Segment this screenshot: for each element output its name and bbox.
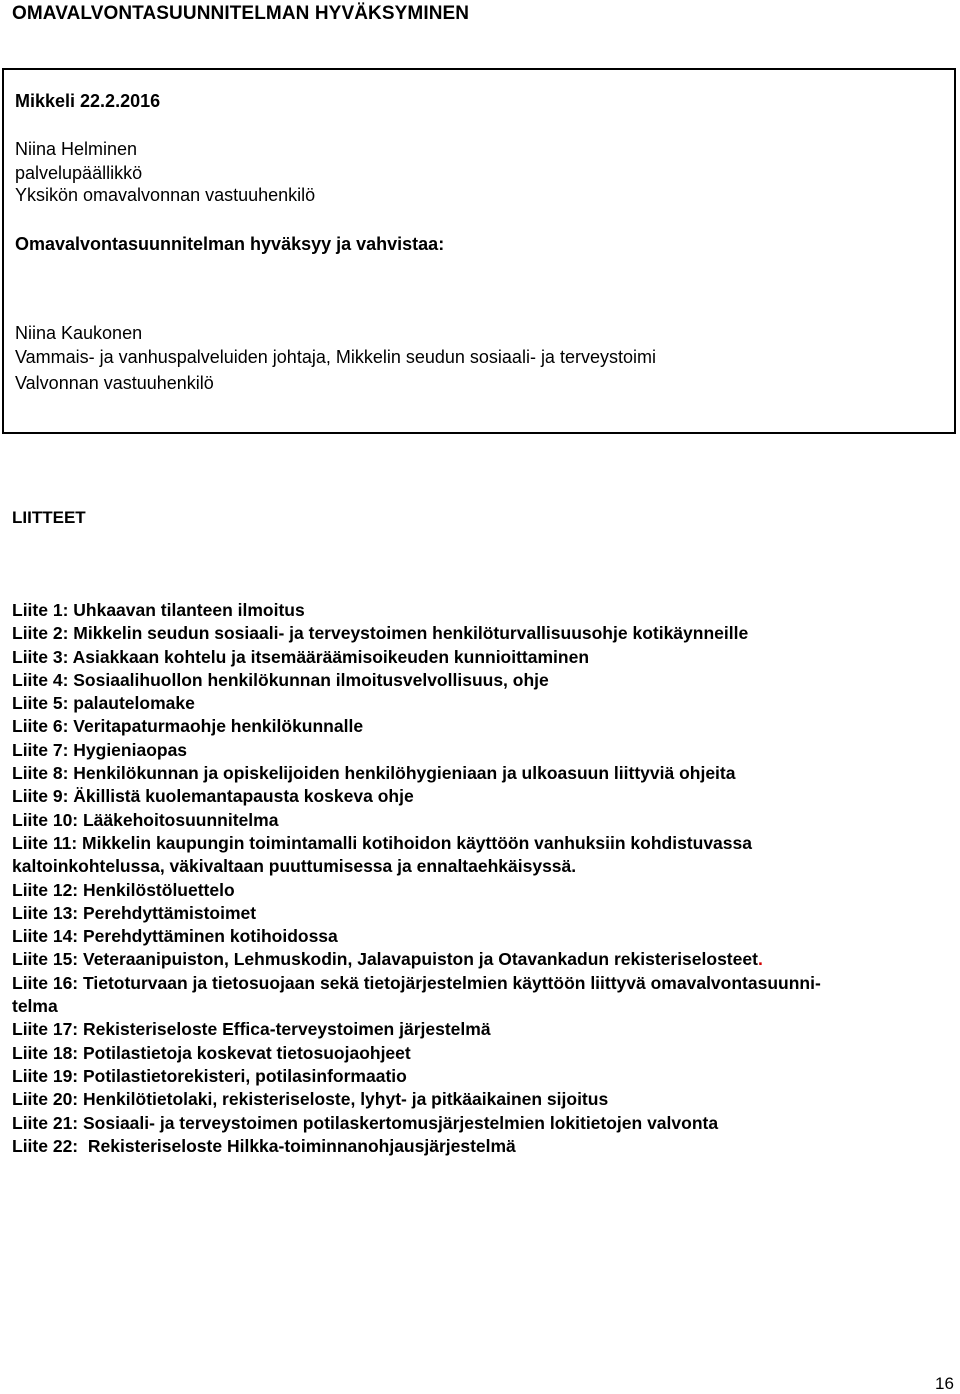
page-number: 16 xyxy=(935,1374,954,1393)
attachment-item: Liite 19: Potilastietorekisteri, potilasinformaatio xyxy=(12,1065,407,1086)
responsible-title: palvelupäällikkö xyxy=(15,163,143,183)
approver-title: Vammais- ja vanhuspalveluiden johtaja, Mikkelin seudun sosiaali- ja terveystoimi xyxy=(15,347,656,367)
attachment-item: Liite 10: Lääkehoitosuunnitelma xyxy=(12,809,279,830)
attachment-item-15-text: Liite 15: Veteraanipuiston, Lehmuskodin, Jalavapuiston ja Otavankadun rekisteriselosteet xyxy=(12,949,758,970)
attachment-item: Liite 18: Potilastietoja koskevat tietosuojaohjeet xyxy=(12,1042,411,1063)
attachment-item: Liite 7: Hygieniaopas xyxy=(12,739,188,760)
attachment-item: Liite 13: Perehdyttämistoimet xyxy=(12,902,257,923)
attachment-item: Liite 12: Henkilöstöluettelo xyxy=(12,879,235,900)
attachment-item-15 xyxy=(12,948,952,971)
approval-statement: Omavalvontasuunnitelman hyväksyy ja vahvistaa: xyxy=(15,234,445,254)
attachment-item: Liite 5: palautelomake xyxy=(12,693,195,714)
attachment-item: Liite 8: Henkilökunnan ja opiskelijoiden henkilöhygieniaan ja ulkoasuun liittyviä ohjeita xyxy=(12,763,736,784)
attachment-item-continuation: telma xyxy=(12,996,58,1017)
attachments-list xyxy=(12,599,952,1158)
attachment-item: Liite 4: Sosiaalihuollon henkilökunnan ilmoitusvelvollisuus, ohje xyxy=(12,669,549,690)
attachment-item: Liite 21: Sosiaali- ja terveystoimen potilaskertomusjärjestelmien lokitietojen valvonta xyxy=(12,1112,719,1133)
attachment-item: Liite 22: Rekisteriseloste Hilkka-toiminnanohjausjärjestelmä xyxy=(12,1135,516,1156)
place-date: Mikkeli 22.2.2016 xyxy=(15,91,161,111)
attachment-item: Liite 20: Henkilötietolaki, rekisteriseloste, lyhyt- ja pitkäaikainen sijoitus xyxy=(12,1089,609,1110)
attachments-title: LIITTEET xyxy=(12,508,86,527)
responsible-role: Yksikön omavalvonnan vastuuhenkilö xyxy=(15,185,316,205)
attachment-item-continuation: kaltoinkohtelussa, väkivaltaan puuttumisessa ja ennaltaehkäisyssä. xyxy=(12,856,577,877)
document-heading: OMAVALVONTASUUNNITELMAN HYVÄKSYMINEN xyxy=(12,3,470,24)
attachment-item: Liite 3: Asiakkaan kohtelu ja itsemääräämisoikeuden kunnioittaminen xyxy=(12,646,590,667)
attachment-item: Liite 6: Veritapaturmaohje henkilökunnalle xyxy=(12,716,364,737)
attachment-item: Liite 11: Mikkelin kaupungin toimintamalli kotihoidon käyttöön vanhuksiin kohdistuvassa xyxy=(12,832,752,853)
approver-role: Valvonnan vastuuhenkilö xyxy=(15,373,214,393)
attachment-item: Liite 17: Rekisteriseloste Effica-terveystoimen järjestelmä xyxy=(12,1019,491,1040)
attachment-item: Liite 9: Äkillistä kuolemantapausta koskeva ohje xyxy=(12,786,414,807)
attachment-item: Liite 2: Mikkelin seudun sosiaali- ja terveystoimen henkilöturvallisuusohje kotikäynneille xyxy=(12,623,749,644)
attachment-item: Liite 16: Tietoturvaan ja tietosuojaan sekä tietojärjestelmien käyttöön liittyvä omavalvontasuunni- xyxy=(12,972,821,993)
attachment-item: Liite 14: Perehdyttäminen kotihoidossa xyxy=(12,926,338,947)
responsible-name: Niina Helminen xyxy=(15,139,138,159)
approval-box xyxy=(2,68,956,434)
attachment-item: Liite 1: Uhkaavan tilanteen ilmoitus xyxy=(12,600,305,620)
approver-name: Niina Kaukonen xyxy=(15,323,143,343)
attachment-item-15-period: . xyxy=(757,949,763,970)
